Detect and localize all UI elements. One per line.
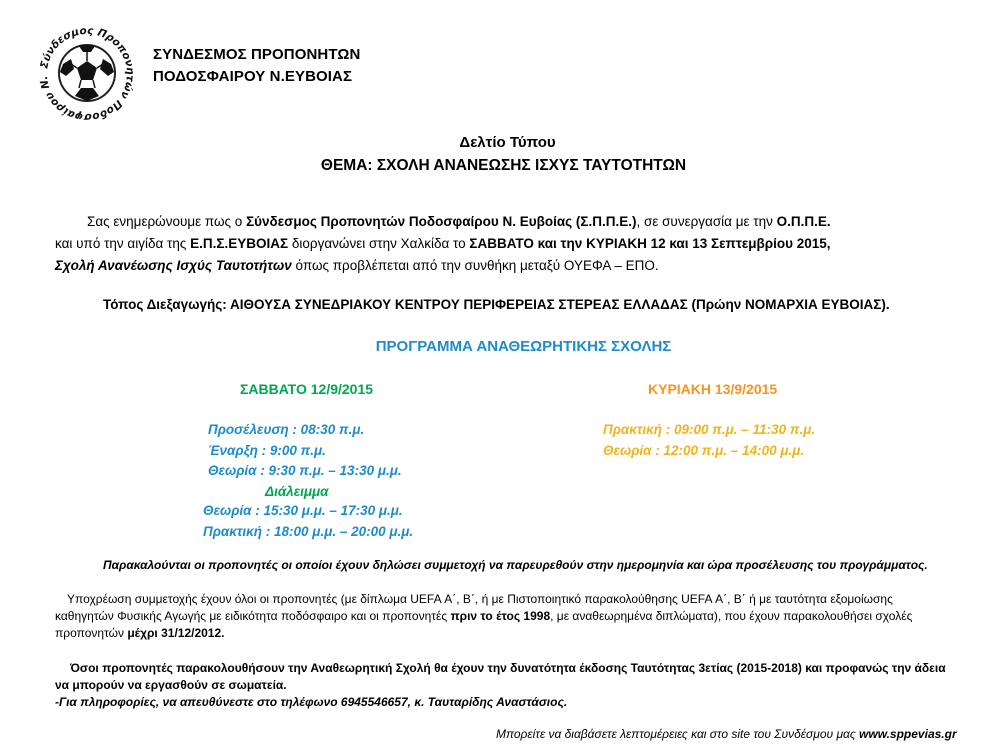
- obligation-text: καθηγητών Φυσικής Αγωγής με ειδικότητα ποδόσφαιρο και οι προπονητές: [55, 609, 451, 623]
- intro-text: διοργανώνει στην Χαλκίδα το: [288, 236, 470, 251]
- saturday-theory-2: Θεωρία : 15:30 μ.μ. – 17:30 μ.μ.: [203, 503, 403, 518]
- football-emblem-icon: [33, 12, 141, 124]
- program-title: ΠΡΟΓΡΑΜΜΑ ΑΝΑΘΕΩΡΗΤΙΚΗΣ ΣΧΟΛΗΣ: [375, 338, 672, 355]
- press-release-title: Δελτίο Τύπου: [459, 134, 556, 151]
- saturday-start: Έναρξη : 9:00 π.μ.: [208, 443, 326, 458]
- intro-org: Σύνδεσμος Προπονητών Ποδοσφαίρου Ν. Ευβοίας (Σ.Π.Π.Ε.): [246, 214, 637, 229]
- obligation-line-2: [55, 609, 912, 623]
- website-text: Μπορείτε να διαβάσετε λεπτομέρειες και στο site του Συνδέσμου μας: [496, 727, 860, 741]
- sunday-theory: Θεωρία : 12:00 π.μ. – 14:00 μ.μ.: [603, 443, 805, 458]
- intro-dates: ΣΑΒΒΑΤΟ και την ΚΥΡΙΑΚΗ 12 και 13 Σεπτεμβρίου 2015: [469, 236, 827, 251]
- sunday-practice: Πρακτική : 09:00 π.μ. – 11:30 π.μ.: [603, 422, 816, 437]
- intro-text: και υπό την αιγίδα της: [55, 236, 191, 251]
- id-card-line-2: να μπορούν να εργασθούν σε σωματεία.: [55, 678, 287, 692]
- association-logo: [33, 12, 141, 124]
- intro-line-2: [55, 236, 831, 251]
- org-name-line2: ΠΟΔΟΣΦΑΙΡΟΥ Ν.ΕΥΒΟΙΑΣ: [153, 68, 353, 85]
- obligation-text: προπονητών: [55, 626, 128, 640]
- obligation-line-1: Υποχρέωση συμμετοχής έχουν όλοι οι προπονητές (με δίπλωμα UEFA Α΄, Β΄, ή με Πιστοποιητικό παρακολούθησης UEFA Α΄, Β΄ ή με ταυτότητα εξομοίωσης: [67, 592, 893, 606]
- intro-school: Σχολή Ανανέωσης Ισχύς Ταυτοτήτων: [55, 258, 292, 273]
- saturday-break: Διάλειμμα: [265, 484, 329, 499]
- saturday-arrival: Προσέλευση : 08:30 π.μ.: [208, 422, 365, 437]
- intro-eps: Ε.Π.Σ.ΕΥΒΟΙΑΣ: [190, 236, 289, 251]
- sunday-heading: ΚΥΡΙΑΚΗ 13/9/2015: [648, 381, 778, 397]
- saturday-theory-1: Θεωρία : 9:30 π.μ. – 13:30 μ.μ.: [208, 463, 402, 478]
- obligation-text: , με αναθεωρημένα διπλώματα), που έχουν παρακολουθήσει σχολές: [550, 609, 913, 623]
- intro-line-1: [87, 214, 831, 229]
- logo-ring-text: Σύνδεσμος Προπονητών Ποδοσφαίρου Ν.: [38, 24, 137, 124]
- saturday-practice: Πρακτική : 18:00 μ.μ. – 20:00 μ.μ.: [203, 524, 414, 539]
- id-card-line-1: Όσοι προπονητές παρακολουθήσουν την Αναθεωρητική Σχολή θα έχουν την δυνατότητα έκδοσης Ταυτότητας 3ετίας (2015-2018) και προφανώς την άδεια: [70, 661, 946, 675]
- intro-text: Σας ενημερώνουμε πως ο: [87, 214, 247, 229]
- obligation-year: πριν το έτος 1998: [450, 609, 551, 623]
- attendance-request: Παρακαλούνται οι προπονητές οι οποίοι έχουν δηλώσει συμμετοχή να παρευρεθούν στην ημερομηνία και ώρα προσέλευσης του προγράμματος.: [103, 558, 928, 572]
- obligation-deadline: μέχρι 31/12/2012.: [127, 626, 225, 640]
- info-contact: -Για πληροφορίες, να απευθύνεστε στο τηλέφωνο 6945546657, κ. Ταυταρίδης Αναστάσιος.: [55, 695, 568, 709]
- intro-oppe: Ο.Π.Π.Ε.: [776, 214, 831, 229]
- saturday-heading: ΣΑΒΒΑΤΟ 12/9/2015: [240, 381, 374, 397]
- intro-text: όπως προβλέπεται από την συνθήκη μεταξύ ΟΥΕΦΑ – ΕΠΟ.: [291, 258, 659, 273]
- venue: Τόπος Διεξαγωγής: ΑΙΘΟΥΣΑ ΣΥΝΕΔΡΙΑΚΟΥ ΚΕΝΤΡΟΥ ΠΕΡΙΦΕΡΕΙΑΣ ΣΤΕΡΕΑΣ ΕΛΛΑΔΑΣ (Πρώην ΝΟΜΑΡΧΙΑ ΕΥΒΟΙΑΣ).: [103, 297, 890, 312]
- obligation-line-3: [55, 626, 225, 640]
- intro-text: ,: [826, 236, 831, 251]
- intro-text: , σε συνεργασία με την: [636, 214, 777, 229]
- intro-line-3: [55, 258, 659, 273]
- website-link[interactable]: www.sppevias.gr: [859, 727, 957, 741]
- org-name-line1: ΣΥΝΔΕΣΜΟΣ ΠΡΟΠΟΝΗΤΩΝ: [153, 46, 361, 63]
- website-line: [496, 727, 957, 741]
- subject-title: ΘΕΜΑ: ΣΧΟΛΗ ΑΝΑΝΕΩΣΗΣ ΙΣΧΥΣ ΤΑΥΤΟΤΗΤΩΝ: [320, 157, 687, 174]
